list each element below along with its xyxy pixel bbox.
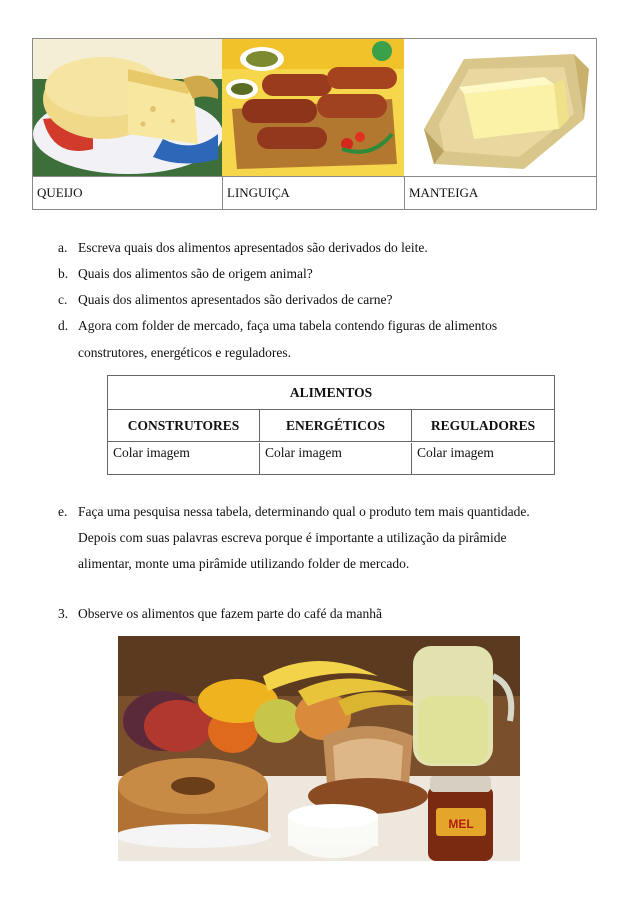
question-e-text-line1: Faça uma pesquisa nessa tabela, determinando qual o produto tem mais quantidade. (78, 504, 530, 519)
cheese-wheel-image (33, 39, 222, 176)
food-label-linguica: LINGUIÇA (223, 177, 405, 209)
question-b-letter: b. (58, 266, 69, 281)
cell-energeticos: Colar imagem (260, 443, 412, 475)
question-b-text: Quais dos alimentos são de origem animal? (78, 266, 313, 281)
question-c (58, 290, 393, 309)
sausage-image-cell (222, 39, 405, 176)
grilled-sausages-image (222, 39, 404, 176)
question-d-text-line1: Agora com folder de mercado, faça uma tabela contendo figuras de alimentos (78, 318, 498, 333)
cell-reguladores: Colar imagem (417, 445, 494, 460)
question-e-line3: alimentar, monte uma pirâmide utilizando folder de mercado. (78, 556, 410, 571)
food-images-table (32, 38, 597, 210)
item-3-text: Observe os alimentos que fazem parte do café da manhã (78, 606, 382, 621)
column-header-energeticos: ENERGÉTICOS (260, 409, 412, 442)
item-3 (58, 604, 382, 623)
question-d-letter: d. (58, 318, 69, 333)
question-c-text: Quais dos alimentos apresentados são derivados de carne? (78, 292, 393, 307)
question-e-line2: Depois com suas palavras escreva porque é importante a utilização da pirâmide (78, 530, 507, 545)
question-d (58, 316, 497, 335)
question-b (58, 264, 313, 283)
food-labels-row (33, 176, 596, 209)
question-e (58, 502, 530, 521)
column-header-reguladores: REGULADORES (412, 409, 554, 442)
column-header-construtores: CONSTRUTORES (108, 409, 260, 442)
question-e-letter: e. (58, 504, 68, 519)
item-3-number: 3. (58, 606, 69, 621)
question-c-letter: c. (58, 292, 68, 307)
food-label-queijo: QUEIJO (33, 177, 223, 209)
question-a-text: Escreva quais dos alimentos apresentados são derivados do leite. (78, 240, 428, 255)
breakfast-photo (118, 636, 520, 861)
alimentos-table-title: ALIMENTOS (108, 376, 554, 410)
question-d-line2: construtores, energéticos e reguladores. (78, 345, 292, 360)
cell-construtores: Colar imagem (108, 443, 260, 475)
breakfast-table-image (118, 636, 520, 861)
question-a (58, 238, 428, 257)
question-a-letter: a. (58, 240, 68, 255)
butter-block-image (404, 39, 596, 176)
food-label-manteiga: MANTEIGA (409, 185, 479, 200)
butter-image-cell (404, 39, 596, 176)
alimentos-table (107, 375, 555, 475)
mel-label: MEL (448, 817, 474, 831)
cheese-image-cell (33, 39, 223, 176)
